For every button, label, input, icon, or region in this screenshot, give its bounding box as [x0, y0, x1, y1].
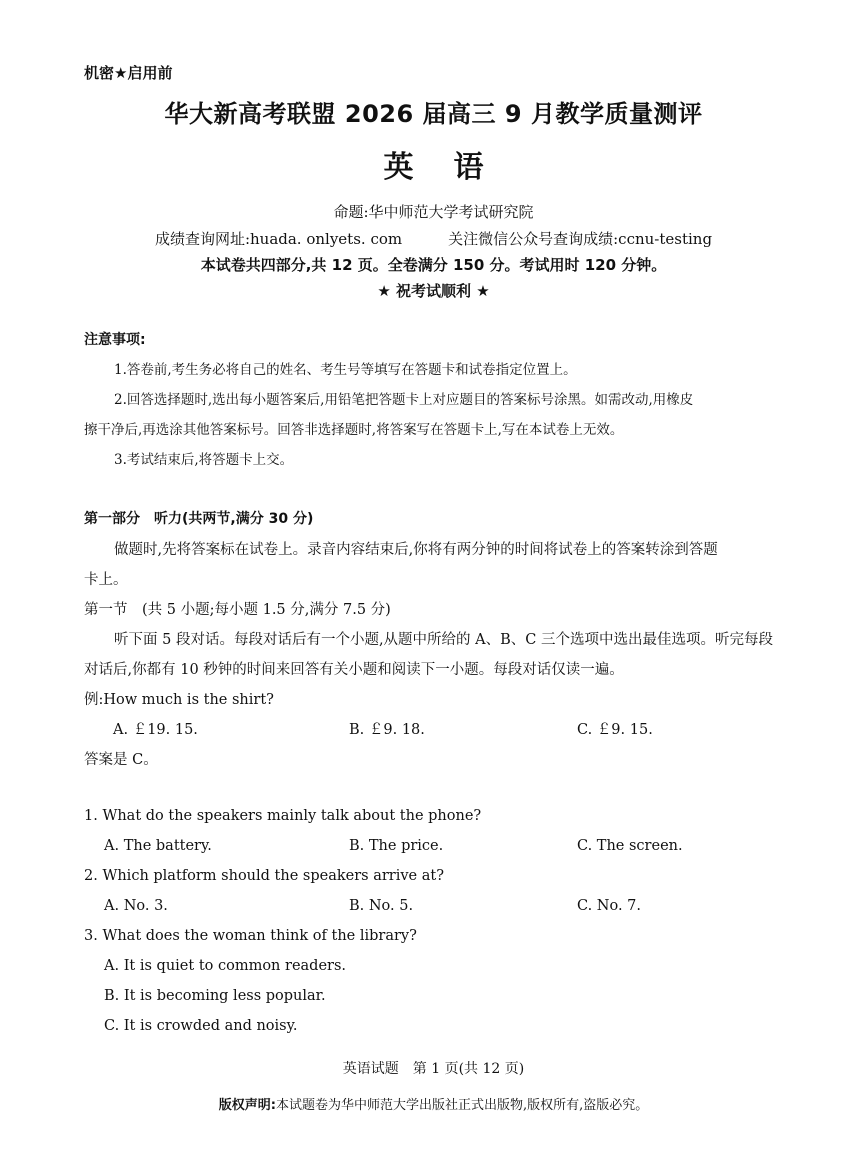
- copyright-label: 版权声明:: [218, 1098, 276, 1113]
- exam-title: 华大新高考联盟 2026 届高三 9 月教学质量测评: [164, 100, 703, 128]
- question-1-option-a: A. The battery.: [104, 838, 212, 854]
- copyright-text: 本试题卷为华中师范大学出版社正式出版物,版权所有,盗版必究。: [275, 1098, 649, 1113]
- example-question: 例:How much is the shirt?: [84, 692, 274, 708]
- example-option-c: C. ￡9. 15.: [577, 722, 653, 738]
- exam-author: 命题:华中师范大学考试研究院: [333, 203, 534, 221]
- question-3-option-b: B. It is becoming less popular.: [104, 988, 326, 1004]
- section1-intro-cont: 对话后,你都有 10 秒钟的时间来回答有关小题和阅读下一小题。每段对话仅读一遍。: [84, 662, 624, 678]
- page-footer: 英语试题 第 1 页(共 12 页): [342, 1061, 525, 1077]
- question-1-option-b: B. The price.: [349, 838, 444, 854]
- example-option-a: A. ￡19. 15.: [113, 722, 198, 738]
- question-2: 2. Which platform should the speakers arrive at?: [84, 868, 444, 884]
- section1-intro: 听下面 5 段对话。每段对话后有一个小题,从题中所给的 A、B、C 三个选项中选出最佳选项。听完每段: [114, 632, 773, 648]
- part1-heading: 第一部分 听力(共两节,满分 30 分): [84, 511, 314, 527]
- question-2-option-c: C. No. 7.: [577, 898, 642, 914]
- part1-intro: 做题时,先将答案标在试卷上。录音内容结束后,你将有两分钟的时间将试卷上的答案转涂到答题: [114, 542, 718, 558]
- subject-title: 英语: [383, 150, 524, 185]
- note-item-1: 1.答卷前,考生务必将自己的姓名、考生号等填写在答题卡和试卷指定位置上。: [114, 362, 577, 378]
- note-item-2-cont: 擦干净后,再选涂其他答案标号。回答非选择题时,将答案写在答题卡上,写在本试卷上无效。: [84, 422, 624, 438]
- part1-intro-cont: 卡上。: [84, 572, 128, 588]
- wechat-query: 关注微信公众号查询成绩:ccnu-testing: [448, 230, 713, 248]
- score-query-line: [0, 228, 867, 249]
- question-2-option-b: B. No. 5.: [349, 898, 414, 914]
- example-answer: 答案是 C。: [84, 752, 158, 768]
- question-1: 1. What do the speakers mainly talk about the phone?: [84, 808, 482, 824]
- question-3-option-c: C. It is crowded and noisy.: [104, 1018, 298, 1034]
- note-item-3: 3.考试结束后,将答题卡上交。: [114, 452, 294, 468]
- exam-info: 本试卷共四部分,共 12 页。全卷满分 150 分。考试用时 120 分钟。: [200, 256, 667, 274]
- copyright-notice: [0, 1094, 867, 1113]
- note-item-2: 2.回答选择题时,选出每小题答案后,用铅笔把答题卡上对应题目的答案标号涂黑。如需改动,用橡皮: [114, 392, 694, 408]
- question-1-option-c: C. The screen.: [577, 838, 683, 854]
- score-query-url: 成绩查询网址:huada. onlyets. com: [154, 230, 403, 248]
- confidential-label: 机密★启用前: [84, 64, 173, 82]
- good-luck-line: ★ 祝考试顺利 ★: [377, 282, 490, 300]
- example-option-b: B. ￡9. 18.: [349, 722, 425, 738]
- section1-heading: 第一节 (共 5 小题;每小题 1.5 分,满分 7.5 分): [84, 602, 391, 618]
- question-2-option-a: A. No. 3.: [104, 898, 168, 914]
- notes-heading: 注意事项:: [84, 332, 146, 348]
- question-3: 3. What does the woman think of the library?: [84, 928, 417, 944]
- question-3-option-a: A. It is quiet to common readers.: [104, 958, 347, 974]
